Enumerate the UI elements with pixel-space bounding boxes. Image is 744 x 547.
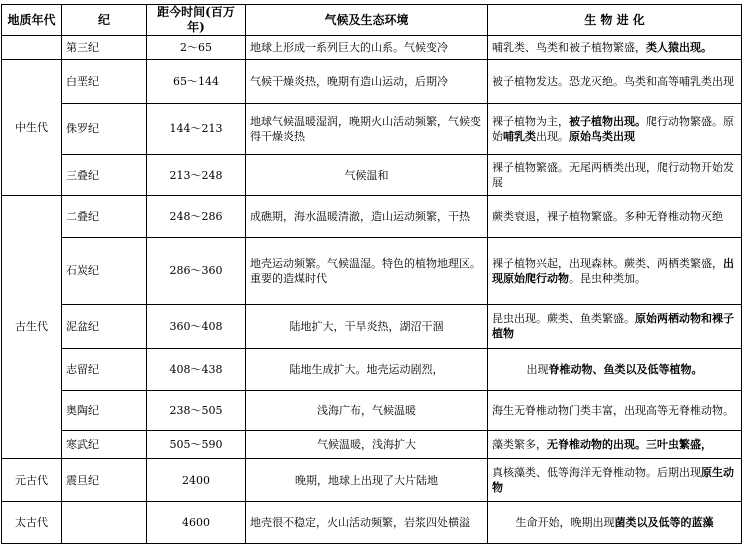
time-cell: 144～213 [147, 103, 246, 155]
evolution-text: 哺乳类、鸟类和被子植物繁盛， [492, 40, 646, 54]
era-cell-empty [2, 36, 62, 60]
evolution-text: 海生无脊椎动物门类丰富，出现高等无脊椎动物。 [492, 403, 734, 417]
time-cell: 4600 [147, 502, 246, 544]
environment-cell: 陆地扩大，干旱炎热，湖沼干涸 [246, 305, 488, 349]
time-cell: 2～65 [147, 36, 246, 60]
period-cell: 白垩纪 [62, 59, 147, 103]
environment-cell: 地球气候温暖湿润，晚期火山活动频繁，气候变得干燥炎热 [246, 103, 488, 155]
environment-cell: 晚期，地球上出现了大片陆地 [246, 458, 488, 502]
evolution-text-bold: 无脊椎动物的出现。三叶虫繁盛， [547, 437, 712, 451]
evolution-text: 被子植物发达。恐龙灭绝。鸟类和高等哺乳类出现 [492, 74, 734, 88]
evolution-text-bold: 被子植物出现。 [569, 114, 646, 128]
environment-cell: 气候干燥炎热，晚期有造山运动，后期冷 [246, 59, 488, 103]
table-row [2, 59, 742, 103]
table-row [2, 36, 742, 60]
table-row [2, 430, 742, 458]
table-row [2, 195, 742, 237]
evolution-text: 出现 [526, 362, 549, 376]
period-cell: 石炭纪 [62, 237, 147, 305]
era-cell-proterozoic: 元古代 [2, 458, 62, 502]
evolution-cell [488, 430, 742, 458]
period-cell: 泥盆纪 [62, 305, 147, 349]
evolution-text: 爬行动物繁盛。原始 [492, 114, 734, 143]
table-row [2, 155, 742, 196]
environment-cell: 浅海广布，气候温暖 [246, 391, 488, 430]
table-row [2, 502, 742, 544]
evolution-cell [488, 391, 742, 430]
evolution-text: 裸子植物繁盛。无尾两栖类出现，爬行动物开始发展 [492, 161, 734, 190]
evolution-cell [488, 195, 742, 237]
period-cell: 奥陶纪 [62, 391, 147, 430]
header-period: 纪 [62, 5, 147, 36]
evolution-text: 生命开始，晚期出现 [515, 516, 615, 530]
evolution-cell [488, 348, 742, 391]
evolution-text-bold: 脊椎动物、鱼类以及低等植物。 [548, 362, 703, 376]
period-cell [62, 502, 147, 544]
evolution-cell [488, 237, 742, 305]
evolution-cell [488, 59, 742, 103]
table-row [2, 391, 742, 430]
era-cell-mesozoic: 中生代 [2, 59, 62, 195]
evolution-text: 藻类繁多， [492, 437, 547, 451]
evolution-text-bold: 哺乳类 [503, 129, 536, 143]
environment-cell: 地球上形成一系列巨大的山系。气候变冷 [246, 36, 488, 60]
geologic-time-table [1, 4, 742, 544]
evolution-cell [488, 502, 742, 544]
table-row [2, 305, 742, 349]
evolution-text: 蕨类衰退，裸子植物繁盛。多种无脊椎动物灭绝 [492, 209, 723, 223]
header-time: 距今时间(百万年) [147, 5, 246, 36]
time-cell: 2400 [147, 458, 246, 502]
time-cell: 65～144 [147, 59, 246, 103]
evolution-text: 。昆虫种类加。 [569, 271, 646, 285]
evolution-text: 真核藻类、低等海洋无脊椎动物。后期出现 [492, 466, 701, 480]
time-cell: 213～248 [147, 155, 246, 196]
period-cell: 二叠纪 [62, 195, 147, 237]
environment-cell: 地壳运动频繁。气候温湿。特色的植物地理区。重要的造煤时代 [246, 237, 488, 305]
time-cell: 505～590 [147, 430, 246, 458]
environment-cell: 气候温暖，浅海扩大 [246, 430, 488, 458]
evolution-cell [488, 155, 742, 196]
environment-cell: 陆地生成扩大。地壳运动剧烈， [246, 348, 488, 391]
table-row [2, 103, 742, 155]
evolution-text-bold: 出现原始爬行动物 [492, 256, 734, 285]
environment-cell: 地壳很不稳定，火山活动频繁，岩浆四处横溢 [246, 502, 488, 544]
evolution-text: 出现。 [536, 129, 569, 143]
evolution-text: 裸子植物兴起，出现森林。蕨类、两栖类繁盛， [492, 256, 723, 270]
period-cell: 侏罗纪 [62, 103, 147, 155]
period-cell: 震旦纪 [62, 458, 147, 502]
header-environment: 气候及生态环境 [246, 5, 488, 36]
period-cell: 第三纪 [62, 36, 147, 60]
evolution-cell [488, 36, 742, 60]
evolution-cell [488, 103, 742, 155]
environment-cell: 成礁期，海水温暖清澈，造山运动频繁，干热 [246, 195, 488, 237]
era-cell-archean: 太古代 [2, 502, 62, 544]
evolution-text-bold: 原始鸟类出现 [569, 129, 635, 143]
evolution-cell [488, 458, 742, 502]
header-row [2, 5, 742, 36]
table-row [2, 348, 742, 391]
evolution-text-bold: 原生动物 [492, 466, 734, 495]
header-evolution: 生 物 进 化 [488, 5, 742, 36]
table-row [2, 237, 742, 305]
header-era: 地质年代 [2, 5, 62, 36]
evolution-cell [488, 305, 742, 349]
time-cell: 360～408 [147, 305, 246, 349]
evolution-text-bold: 菌类以及低等的蓝藻 [614, 516, 714, 530]
environment-cell: 气候温和 [246, 155, 488, 196]
evolution-text-bold: 原始两栖动物和裸子植物 [492, 312, 734, 341]
period-cell: 三叠纪 [62, 155, 147, 196]
time-cell: 238～505 [147, 391, 246, 430]
evolution-text: 昆虫出现。蕨类、鱼类繁盛。 [492, 312, 635, 326]
evolution-text: 裸子植物为主， [492, 114, 569, 128]
time-cell: 248～286 [147, 195, 246, 237]
time-cell: 408～438 [147, 348, 246, 391]
period-cell: 志留纪 [62, 348, 147, 391]
table-row [2, 458, 742, 502]
evolution-text-bold: 类人猿出现。 [646, 40, 712, 54]
period-cell: 寒武纪 [62, 430, 147, 458]
time-cell: 286～360 [147, 237, 246, 305]
era-cell-paleozoic: 古生代 [2, 195, 62, 458]
